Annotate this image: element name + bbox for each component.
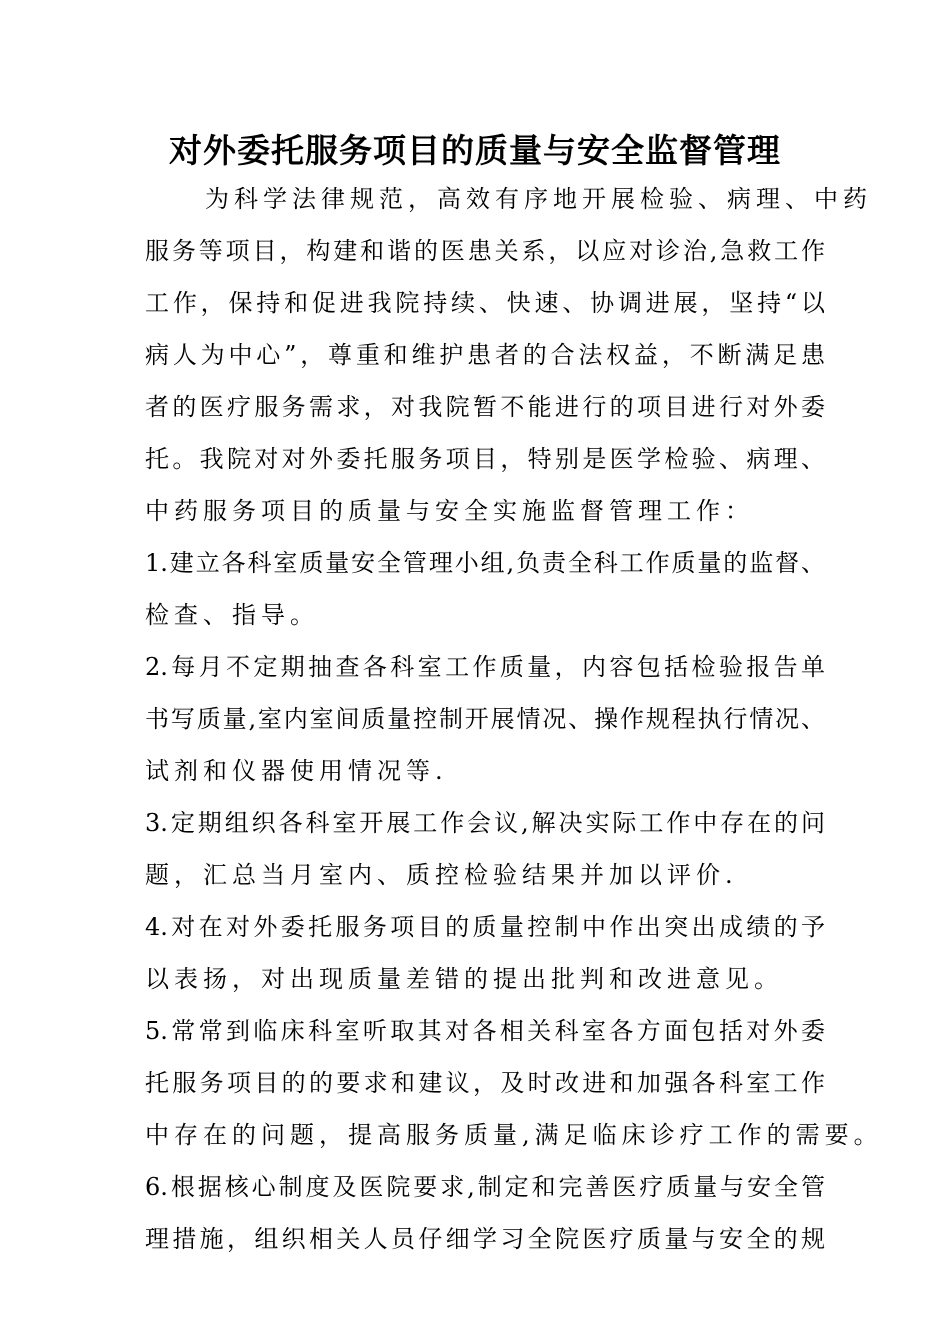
list-item-line: 托服务项目的的要求和建议，及时改进和加强各科室工作 [145, 1069, 825, 1097]
paragraph-line: 者的医疗服务需求，对我院暂不能进行的项目进行对外委 [145, 393, 825, 421]
list-item-line: 1.建立各科室质量安全管理小组,负责全科工作质量的监督、 [145, 549, 825, 577]
document-title: 对外委托服务项目的质量与安全监督管理 [169, 131, 781, 170]
list-item-line: 书写质量,室内室间质量控制开展情况、操作规程执行情况、 [145, 705, 825, 733]
paragraph-line: 工作，保持和促进我院持续、快速、协调进展，坚持“以 [145, 289, 825, 317]
list-item-line: 5.常常到临床科室听取其对各相关科室各方面包括对外委 [145, 1017, 825, 1045]
list-item-line: 3.定期组织各科室开展工作会议,解决实际工作中存在的问 [145, 809, 825, 837]
paragraph-line: 为科学法律规范，高效有序地开展检验、病理、中药 [205, 185, 872, 213]
document-body [145, 177, 883, 1269]
list-item-line: 以表扬，对出现质量差错的提出批判和改进意见。 [145, 965, 783, 993]
paragraph-line: 中药服务项目的质量与安全实施监督管理工作： [145, 497, 754, 525]
list-item-line: 试剂和仪器使用情况等. [145, 757, 448, 785]
paragraph-line: 病人为中心”，尊重和维护患者的合法权益，不断满足患 [145, 341, 825, 369]
list-item-line: 4.对在对外委托服务项目的质量控制中作出突出成绩的予 [145, 913, 825, 941]
paragraph-line: 服务等项目，构建和谐的医患关系，以应对诊治,急救工作 [145, 237, 825, 265]
paragraph-line: 托。我院对对外委托服务项目，特别是医学检验、病理、 [145, 445, 825, 473]
list-item-line: 检查、指导。 [145, 601, 319, 629]
list-item-line: 题，汇总当月室内、质控检验结果并加以评价. [145, 861, 738, 889]
list-item-line: 中存在的问题，提高服务质量,满足临床诊疗工作的需要。 [145, 1121, 883, 1149]
list-item-line: 2.每月不定期抽查各科室工作质量，内容包括检验报告单 [145, 653, 825, 681]
list-item-line: 理措施，组织相关人员仔细学习全院医疗质量与安全的规 [145, 1225, 825, 1253]
list-item-line: 6.根据核心制度及医院要求,制定和完善医疗质量与安全管 [145, 1173, 825, 1201]
